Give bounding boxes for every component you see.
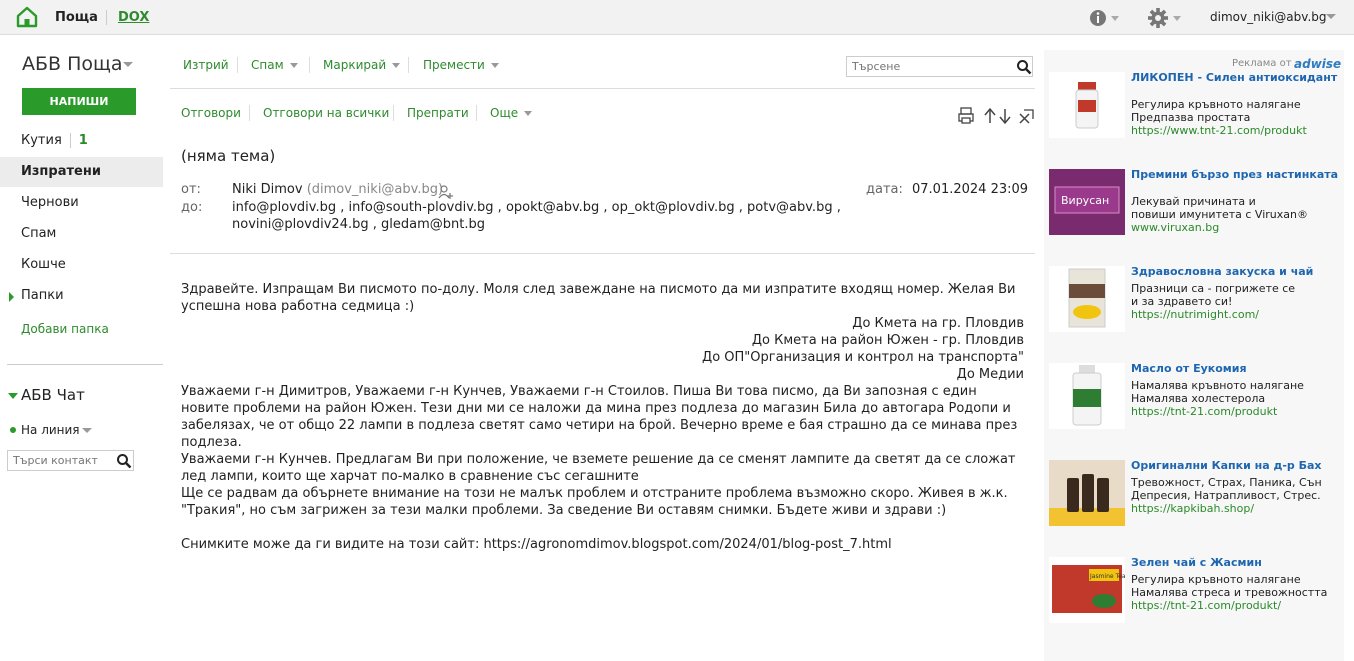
sidebar-item-sent[interactable] [0,157,163,187]
chevron-down-icon [392,63,400,68]
ad-url[interactable]: www.viruxan.bg [1131,221,1220,234]
ad-thumbnail[interactable] [1049,363,1125,429]
info-icon[interactable] [1089,8,1121,28]
delete-button[interactable]: Изтрий [183,58,229,72]
ad-description: Намалява стреса и тревожността [1131,586,1328,599]
user-menu-chevron-icon[interactable] [1326,14,1336,19]
body-paragraph: Уважаеми г-н Димитров, Уважаеми г-н Кунчев, Уважаеми г-н Стоилов. Пиша Ви това писмо, да Ви запозная с един новите проблеми на район Южен. Тези дни ми се наложи да мина през подлеза до магазин Била до автогара Родопи и забелязах, че от общо 22 лампи в подлеза светят само четири на брой. Вечерно време е бая страшно да се минава през подлеза. [181,384,1018,450]
print-icon[interactable] [959,108,973,123]
folders-expand-icon[interactable] [9,292,14,302]
recipients-line-2: novini@plovdiv24.bg , gledam@bnt.bg [232,217,485,232]
spam-button[interactable] [251,58,298,72]
sidebar-item-label: Изпратени [21,164,101,179]
ad-thumbnail[interactable] [1049,266,1125,332]
body-addressee: До Медии [956,367,1024,382]
mail-tab[interactable]: Поща [55,10,98,25]
tab-divider [106,10,107,25]
adwise-logo[interactable]: adwise [1294,57,1342,71]
sidebar [0,36,170,661]
ad-description: Намалява кръвното налягане [1131,379,1304,392]
close-icon[interactable] [1020,110,1033,123]
ad-title[interactable]: ЛИКОПЕН - Силен антиоксидант [1131,71,1338,84]
search-icon[interactable] [1016,59,1032,75]
compose-button[interactable]: НАПИШИ [22,88,136,115]
ad-description: Регулира кръвното налягане [1131,573,1301,586]
sidebar-item-label: Кошче [21,257,66,272]
sidebar-item-label: Спам [21,226,57,241]
sidebar-item-label: Кутия [21,133,62,148]
from-label: от: [181,182,201,197]
ad-thumbnail[interactable] [1049,169,1125,235]
search-icon[interactable] [116,453,132,469]
ad-item[interactable] [1044,557,1344,647]
sidebar-item-spam[interactable] [0,219,163,249]
add-folder-link[interactable]: Добави папка [21,322,109,336]
ad-url[interactable]: https://www.tnt-21.com/produkt [1131,124,1307,137]
recipients-line-1: info@plovdiv.bg , info@south-plovdiv.bg , opokt@abv.bg , op_okt@plovdiv.bg , potv@abv.bg , [232,200,841,215]
ad-url[interactable]: https://nutrimight.com/ [1131,308,1259,321]
toolbar-divider [476,105,477,121]
sender-email: (dimov_niki@abv.bg) [306,182,444,197]
ad-description: Празници са - погрижете се [1131,282,1296,295]
ad-title[interactable]: Оригинални Капки на д-р Бах [1131,459,1322,472]
date-label: дата: [866,182,903,197]
next-message-icon[interactable] [1000,109,1010,123]
sidebar-item-folders[interactable] [0,281,163,311]
ad-url[interactable]: https://tnt-21.com/produkt/ [1131,599,1282,612]
reply-button[interactable]: Отговори [181,106,241,120]
top-bar [0,0,1354,35]
ad-url[interactable]: https://kapkibah.shop/ [1131,502,1255,515]
message-subject: (няма тема) [181,147,276,165]
spam-label: Спам [251,58,284,72]
ad-item[interactable] [1044,460,1344,550]
ad-item[interactable] [1044,169,1344,259]
ads-label: Реклама от [1232,58,1292,69]
ad-title[interactable]: Здравословна закуска и чай [1131,265,1314,278]
mail-search-input[interactable] [846,56,1033,77]
add-contact-icon[interactable] [438,184,454,200]
sender-name: Niki Dimov [232,182,303,197]
gear-icon[interactable] [1148,7,1184,29]
toolbar-divider [249,105,250,121]
ad-thumbnail[interactable] [1049,72,1125,138]
ad-title[interactable]: Зелен чай с Жасмин [1131,556,1262,569]
ad-description: и за здравето си! [1131,295,1233,308]
body-greeting: Здравейте. Изпращам Ви писмото по-долу. Моля след завеждане на писмото да ми изпратите входящ номер. Желая Ви успешна нова работна седмица :) [181,282,1016,314]
sidebar-divider [7,364,163,365]
ad-item[interactable] [1044,266,1344,356]
mark-label: Маркирай [323,58,387,72]
body-addressee: До ОП"Организация и контрол на транспорта" [702,350,1024,365]
message-body [181,281,1024,553]
move-label: Премести [423,58,485,72]
ad-description: Регулира кръвното налягане [1131,98,1301,111]
online-status-dot-icon [10,427,16,433]
header-divider [170,253,1035,254]
toolbar-divider [237,57,238,73]
previous-message-icon[interactable] [985,109,995,123]
ad-description: Тревожност, Страх, Паника, Сън [1131,476,1322,489]
mark-button[interactable] [323,58,400,72]
ad-item[interactable] [1044,363,1344,453]
message-icon-bar [958,107,1036,125]
message-view [170,36,1035,661]
toolbar-divider [309,57,310,73]
ad-thumb-text: Jasmine Tea [1090,573,1125,580]
ad-thumbnail[interactable] [1049,557,1125,623]
toolbar-divider-line [170,88,1035,89]
toolbar-divider [408,57,409,73]
ad-thumbnail[interactable] [1049,460,1125,526]
ad-description: Предпазва простата [1131,111,1251,124]
sidebar-item-trash[interactable] [0,250,163,280]
sidebar-item-inbox[interactable] [0,126,163,156]
ad-title[interactable]: Масло от Еукомия [1131,362,1247,375]
ad-url[interactable]: https://tnt-21.com/produkt [1131,405,1278,418]
body-paragraph: Уважаеми г-н Кунчев. Предлагам Ви при положение, че вземете решение да се сменят лампите да светят да се сложат лед лампи, които ще харчат по-малко в сравнение със сегашните [181,452,1016,484]
sidebar-item-label: Чернови [21,195,79,210]
chat-status-chevron-icon[interactable] [82,428,92,433]
chevron-down-icon [290,63,298,68]
ad-thumb-text: Вирусан [1061,194,1110,207]
ad-title[interactable]: Премини бързо през настинката [1131,168,1339,181]
unread-count-badge: 1 [70,133,88,148]
ad-description: повиши имунитета с Viruxan® [1131,208,1308,221]
chat-status[interactable]: На линия [21,423,80,437]
dox-tab[interactable]: DOX [118,10,150,25]
to-label: до: [181,200,203,215]
sender[interactable] [232,182,443,197]
user-email-menu[interactable]: dimov_niki@abv.bg [1210,10,1327,24]
move-button[interactable] [423,58,499,72]
forward-button[interactable]: Препрати [407,106,469,120]
body-paragraph: Ще се радвам да обърнете внимание на този не малък проблем и отстраните проблема възможно скоро. Живея в ж.к. "Тракия", но съм загрижен за тези малки проблеми. За сведение Ви оставям снимки. Бъдете живи и здрави :) [181,486,1008,518]
chat-collapse-icon[interactable] [8,393,18,399]
ad-description: Намалява холестерола [1131,392,1266,405]
ad-description: Депресия, Натрапливост, Стрес. [1131,489,1321,502]
reply-all-button[interactable]: Отговори на всички [263,106,390,120]
home-icon[interactable] [15,5,39,29]
sidebar-item-label: Папки [21,288,64,303]
ad-description: Лекувай причината и [1131,195,1256,208]
brand-chevron-down-icon[interactable] [123,62,133,67]
message-date: 07.01.2024 23:09 [912,182,1029,197]
sidebar-item-drafts[interactable] [0,188,163,218]
chevron-down-icon [524,111,532,116]
contact-search-input[interactable] [7,450,134,471]
chevron-down-icon [491,63,499,68]
chat-title[interactable]: АБВ Чат [21,386,85,404]
body-paragraph-link[interactable]: Снимките може да ги видите на този сайт: https://agronomdimov.blogspot.com/2024/01/blog-post_7.html [181,537,892,552]
toolbar-divider [393,105,394,121]
body-addressee: До Кмета на гр. Пловдив [852,316,1024,331]
more-label: Още [490,106,519,120]
ad-item[interactable] [1044,72,1344,162]
more-button[interactable] [490,106,532,120]
body-spacer [181,519,1024,536]
body-addressee: До Кмета на район Южен - гр. Пловдив [751,333,1024,348]
brand-title[interactable]: АБВ Поща [22,53,123,75]
